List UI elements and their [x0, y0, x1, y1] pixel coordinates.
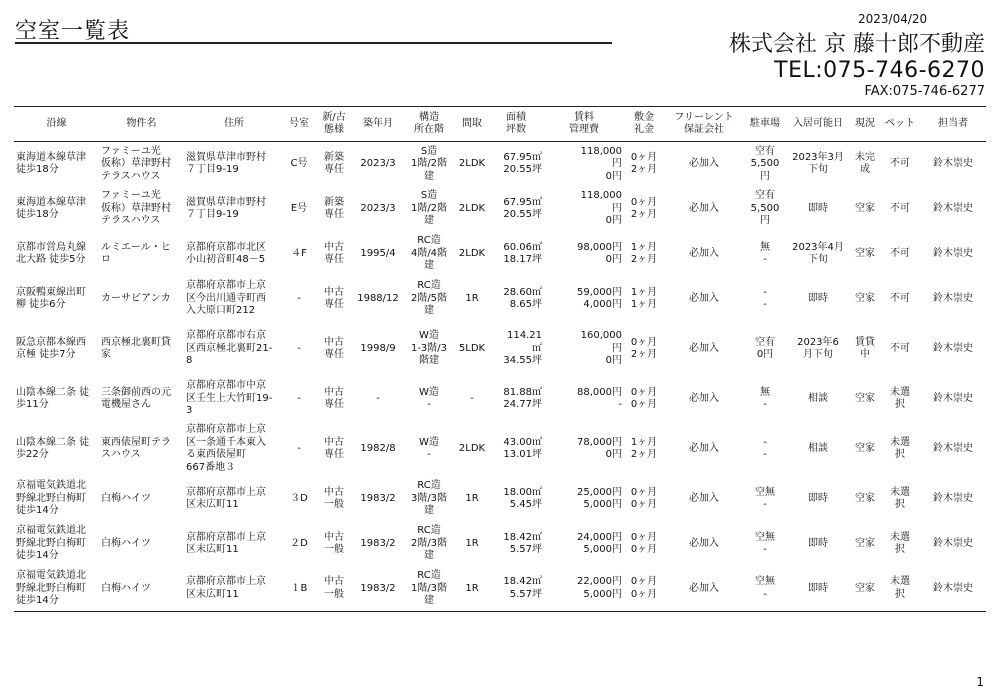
cell-name: 白梅ハイツ — [99, 567, 184, 612]
table-row — [14, 187, 986, 232]
cell-structure: W造 - — [419, 386, 439, 410]
cell-pet: 不可 — [890, 202, 910, 214]
cell-current: 空家 — [855, 392, 875, 404]
page-number: 1 — [976, 675, 984, 689]
cell-name: ファミーユ光 仮称）草津野村 テラスハウス — [101, 190, 171, 227]
cell-deposit: 1ヶ月 2ヶ月 — [630, 241, 658, 265]
cell-deposit: 0ヶ月 2ヶ月 — [630, 151, 658, 176]
cell-parking: 空無 - — [755, 531, 775, 555]
cell-deposit: 0ヶ月 0ヶ月 — [630, 386, 658, 410]
cell-deposit: 0ヶ月 0ヶ月 — [630, 486, 658, 510]
table-row — [14, 422, 986, 477]
cell-area: 67.95㎡ 20.55坪 — [503, 151, 542, 176]
cell-area: 43.00㎡ 13.01坪 — [503, 436, 542, 460]
cell-layout: - — [470, 392, 474, 404]
cell-parking: 無 - — [760, 386, 770, 410]
cell-status: 中古 専任 — [324, 241, 344, 265]
cell-status: 中古 一般 — [324, 486, 344, 510]
column-header-current: 現況 — [850, 107, 880, 142]
column-header-rent: 賃料 管理費 — [544, 107, 624, 142]
cell-rent: 160,000 円 0円 — [580, 330, 622, 367]
cell-name: 西京極北裏町貸 家 — [101, 336, 171, 360]
cell-room: E号 — [290, 202, 308, 214]
cell-status: 中古 専任 — [324, 386, 344, 410]
cell-name: 白梅ハイツ — [101, 537, 151, 549]
cell-pet: 未選 択 — [890, 531, 910, 555]
cell-pet: 不可 — [890, 342, 910, 354]
cell-rent: 118,000 円 0円 — [580, 190, 622, 227]
cell-layout: 2LDK — [458, 247, 486, 259]
cell-layout: 1R — [465, 492, 479, 504]
cell-current: 未完 成 — [855, 151, 875, 176]
cell-staff: 鈴木崇史 — [933, 442, 973, 454]
cell-staff: 鈴木崇史 — [933, 158, 973, 169]
cell-layout: 1R — [465, 537, 479, 549]
cell-structure: W造 - — [419, 436, 439, 460]
cell-move-in: 即時 — [786, 567, 850, 612]
cell-deposit: 0ヶ月 2ヶ月 — [630, 196, 658, 220]
cell-staff: 鈴木崇史 — [933, 202, 973, 214]
cell-layout: 2LDK — [458, 158, 486, 169]
cell-rent: 22,000円 5,000円 — [544, 567, 624, 612]
cell-line: 東海道本線草津 徒歩18分 — [16, 196, 86, 220]
cell-pet: 未選 択 — [890, 486, 910, 510]
table-row — [14, 277, 986, 322]
page-title: 空室一覧表 — [15, 19, 131, 44]
cell-built: 1983/2 — [360, 537, 396, 549]
cell-room: C号 — [290, 158, 308, 169]
cell-address: 滋賀県草津市野村 ７丁目9-19 — [186, 196, 266, 220]
cell-current: 空家 — [855, 202, 875, 214]
cell-room: ３D — [290, 492, 308, 504]
cell-line: 京福電気鉄道北 野線北野白梅町 徒歩14分 — [16, 525, 86, 562]
cell-guarantee: 必加入 — [689, 342, 719, 354]
cell-address: 京都府京都市上京 区末広町11 — [186, 531, 266, 555]
cell-structure: S造 1階/2階 建 — [410, 190, 448, 227]
cell-rent: 59,000円 4,000円 — [577, 286, 622, 310]
cell-built: 1998/9 — [360, 342, 396, 354]
cell-deposit: 0ヶ月 0ヶ月 — [624, 567, 664, 612]
cell-status: 新築 専任 — [324, 151, 344, 176]
cell-rent: 78,000円 0円 — [577, 436, 622, 460]
cell-rent: 118,000 円 0円 — [580, 145, 622, 182]
cell-status: 中古 一般 — [324, 531, 344, 555]
cell-area: 67.95㎡ 20.55坪 — [503, 196, 542, 220]
column-header-pet: ペット — [880, 107, 920, 142]
cell-line: 山陰本線二条 徒 歩11分 — [16, 386, 90, 410]
cell-structure: RC造 2階/3階 建 — [410, 525, 448, 562]
cell-layout: 1R — [456, 567, 488, 612]
cell-line: 阪急京都本線西 京極 徒歩7分 — [16, 336, 86, 360]
cell-address: 京都府京都市上京 区一条通千本東入 る東西俵屋町 667番地３ — [186, 424, 266, 473]
cell-deposit: 0ヶ月 2ヶ月 — [630, 336, 658, 360]
cell-parking: 空無 - — [755, 486, 775, 510]
company-fax: FAX:075-746-6277 — [864, 84, 985, 99]
column-header-structure: 構造 所在階 — [402, 107, 456, 142]
table-row — [14, 232, 986, 277]
cell-move-in: 2023年3月 下旬 — [792, 151, 844, 176]
cell-status: 新築 専任 — [324, 196, 344, 220]
table-row — [14, 142, 986, 187]
column-header-room: 号室 — [284, 107, 314, 142]
cell-staff: 鈴木崇史 — [933, 392, 973, 404]
vacancy-table — [14, 106, 986, 612]
column-header-deposit: 敷金 礼金 — [624, 107, 664, 142]
cell-move-in: 即時 — [808, 537, 828, 549]
cell-room: ４F — [291, 247, 307, 259]
cell-guarantee: 必加入 — [689, 247, 719, 259]
cell-layout: 2LDK — [458, 442, 486, 454]
cell-name: 東西俵屋町テラ スハウス — [101, 436, 171, 460]
cell-built: 1995/4 — [360, 247, 396, 259]
cell-line: 京都市営烏丸線 北大路 徒歩5分 — [16, 241, 86, 265]
cell-area: 18.42㎡ 5.57坪 — [488, 567, 544, 612]
title-underline — [15, 42, 612, 44]
cell-current: 空家 — [855, 442, 875, 454]
table-header-row — [14, 107, 986, 142]
cell-room: １B — [284, 567, 314, 612]
table-row — [14, 322, 986, 377]
cell-area: 18.00㎡ 5.45坪 — [503, 486, 542, 510]
cell-address: 京都府京都市中京 区壬生上大竹町19- 3 — [186, 380, 273, 417]
company-name: 株式会社 京 藤十郎不動産 — [729, 32, 985, 57]
cell-staff: 鈴木崇史 — [933, 292, 973, 304]
report-date: 2023/04/20 — [858, 12, 928, 26]
cell-pet: 未選 択 — [890, 386, 910, 410]
cell-parking: - - — [763, 436, 767, 460]
cell-pet: 不可 — [890, 247, 910, 259]
cell-address: 京都府京都市上京 区末広町11 — [184, 567, 284, 612]
cell-status: 中古 専任 — [324, 286, 344, 310]
column-header-move-in: 入居可能日 — [786, 107, 850, 142]
column-header-area: 面積 坪数 — [488, 107, 544, 142]
cell-built: 1982/8 — [360, 442, 396, 454]
cell-guarantee: 必加入 — [689, 392, 719, 404]
cell-line: 東海道本線草津 徒歩18分 — [16, 151, 86, 176]
cell-current: 空家 — [850, 567, 880, 612]
cell-move-in: 即時 — [808, 202, 828, 214]
column-header-address: 住所 — [184, 107, 284, 142]
cell-name: 白梅ハイツ — [101, 492, 151, 504]
cell-structure: RC造 4階/4階 建 — [410, 235, 448, 272]
cell-current: 空家 — [855, 292, 875, 304]
table-row — [14, 522, 986, 567]
cell-line: 京福電気鉄道北 野線北野白梅町 徒歩14分 — [16, 480, 86, 517]
cell-area: 81.88㎡ 24.77坪 — [503, 386, 542, 410]
cell-deposit: 0ヶ月 0ヶ月 — [630, 531, 658, 555]
cell-name: ルミエール・ヒ ロ — [101, 241, 171, 265]
cell-current: 賃貸 中 — [855, 336, 875, 360]
cell-pet: 未選 択 — [890, 436, 910, 460]
cell-address: 京都府京都市北区 小山初音町48－5 — [186, 241, 266, 265]
cell-staff: 鈴木崇史 — [933, 247, 973, 259]
cell-structure: W造 1-3階/3 階建 — [410, 330, 448, 367]
cell-current: 空家 — [855, 537, 875, 549]
cell-parking: 空有 5,500 円 — [750, 145, 780, 182]
cell-layout: 2LDK — [458, 202, 486, 214]
cell-guarantee: 必加入 — [689, 158, 719, 169]
cell-deposit: 1ヶ月 1ヶ月 — [630, 286, 658, 310]
cell-staff: 鈴木崇史 — [933, 537, 973, 549]
column-header-built: 築年月 — [354, 107, 402, 142]
cell-parking: 空無 - — [744, 567, 786, 612]
cell-guarantee: 必加入 — [689, 492, 719, 504]
cell-built: - — [376, 392, 380, 404]
cell-structure: S造 1階/2階 建 — [410, 145, 448, 182]
cell-parking: 無 - — [760, 241, 770, 265]
cell-move-in: 相談 — [808, 442, 828, 454]
cell-name: ファミーユ光 仮称）草津野村 テラスハウス — [101, 145, 171, 182]
column-header-parking: 駐車場 — [744, 107, 786, 142]
column-header-layout: 間取 — [456, 107, 488, 142]
cell-room: - — [297, 342, 301, 354]
cell-structure: RC造 3階/3階 建 — [410, 480, 448, 517]
cell-address: 京都府京都市上京 区末広町11 — [186, 486, 266, 510]
cell-address: 京都府京都市上京 区今出川通寺町西 入大原口町212 — [186, 280, 266, 317]
cell-built: 2023/3 — [360, 202, 396, 214]
cell-current: 空家 — [855, 247, 875, 259]
cell-built: 1988/12 — [357, 292, 399, 304]
cell-area: 28.60㎡ 8.65坪 — [503, 286, 542, 310]
column-header-line: 沿線 — [14, 107, 99, 142]
cell-staff: 鈴木崇史 — [933, 342, 973, 354]
cell-parking: 空有 0円 — [755, 336, 775, 360]
table-row — [14, 377, 986, 422]
table-body — [14, 142, 986, 612]
cell-pet: 不可 — [890, 292, 910, 304]
column-header-staff: 担当者 — [920, 107, 986, 142]
company-tel: TEL:075-746-6270 — [774, 58, 985, 83]
cell-parking: - - — [763, 286, 767, 310]
cell-built: 1983/2 — [360, 492, 396, 504]
cell-status: 中古 専任 — [324, 336, 344, 360]
column-header-name: 物件名 — [99, 107, 184, 142]
cell-move-in: 即時 — [808, 292, 828, 304]
cell-pet: 未選 択 — [880, 567, 920, 612]
cell-layout: 1R — [465, 292, 479, 304]
cell-staff: 鈴木崇史 — [920, 567, 986, 612]
cell-guarantee: 必加入 — [689, 537, 719, 549]
column-header-status: 新/古 態様 — [314, 107, 354, 142]
cell-move-in: 2023年6 月下旬 — [797, 336, 839, 360]
cell-room: - — [297, 392, 301, 404]
cell-rent: 24,000円 5,000円 — [577, 531, 622, 555]
cell-guarantee: 必加入 — [664, 567, 744, 612]
cell-status: 中古 一般 — [314, 567, 354, 612]
cell-area: 60.06㎡ 18.17坪 — [503, 241, 542, 265]
table-row — [14, 567, 986, 612]
column-header-guarantee: フリーレント 保証会社 — [664, 107, 744, 142]
table-row — [14, 477, 986, 522]
cell-room: - — [297, 442, 301, 454]
cell-layout: 5LDK — [458, 342, 486, 354]
cell-line: 山陰本線二条 徒 歩22分 — [16, 436, 90, 460]
cell-address: 京都府京都市右京 区西京極北裏町21- 8 — [186, 330, 273, 367]
cell-move-in: 2023年4月 下旬 — [792, 241, 844, 265]
cell-line: 京福電気鉄道北 野線北野白梅町 徒歩14分 — [14, 567, 99, 612]
cell-move-in: 即時 — [808, 492, 828, 504]
cell-rent: 25,000円 5,000円 — [577, 486, 622, 510]
cell-guarantee: 必加入 — [689, 202, 719, 214]
cell-parking: 空有 5,500 円 — [750, 190, 780, 227]
cell-built: 2023/3 — [360, 158, 396, 169]
cell-room: - — [297, 292, 301, 304]
cell-move-in: 相談 — [808, 392, 828, 404]
cell-deposit: 1ヶ月 2ヶ月 — [630, 436, 658, 460]
cell-line: 京阪鴨東線出町 柳 徒歩6分 — [16, 286, 86, 310]
cell-address: 滋賀県草津市野村 ７丁目9-19 — [186, 151, 266, 176]
cell-guarantee: 必加入 — [689, 292, 719, 304]
cell-rent: 98,000円 0円 — [577, 241, 622, 265]
cell-name: カーサビアンカ — [101, 292, 171, 304]
cell-staff: 鈴木崇史 — [933, 492, 973, 504]
cell-built: 1983/2 — [354, 567, 402, 612]
cell-structure: RC造 2階/5階 建 — [410, 280, 448, 317]
cell-room: ２D — [290, 537, 308, 549]
cell-name: 三条御前西の元 電機屋さん — [101, 386, 171, 410]
cell-rent: 88,000円 - — [577, 386, 622, 410]
cell-structure: RC造 1階/3階 建 — [402, 567, 456, 612]
cell-status: 中古 専任 — [324, 436, 344, 460]
cell-area: 18.42㎡ 5.57坪 — [503, 531, 542, 555]
cell-area: 114.21 ㎡ 34.55坪 — [503, 330, 542, 367]
cell-current: 空家 — [855, 492, 875, 504]
cell-pet: 不可 — [890, 158, 910, 169]
cell-guarantee: 必加入 — [689, 442, 719, 454]
